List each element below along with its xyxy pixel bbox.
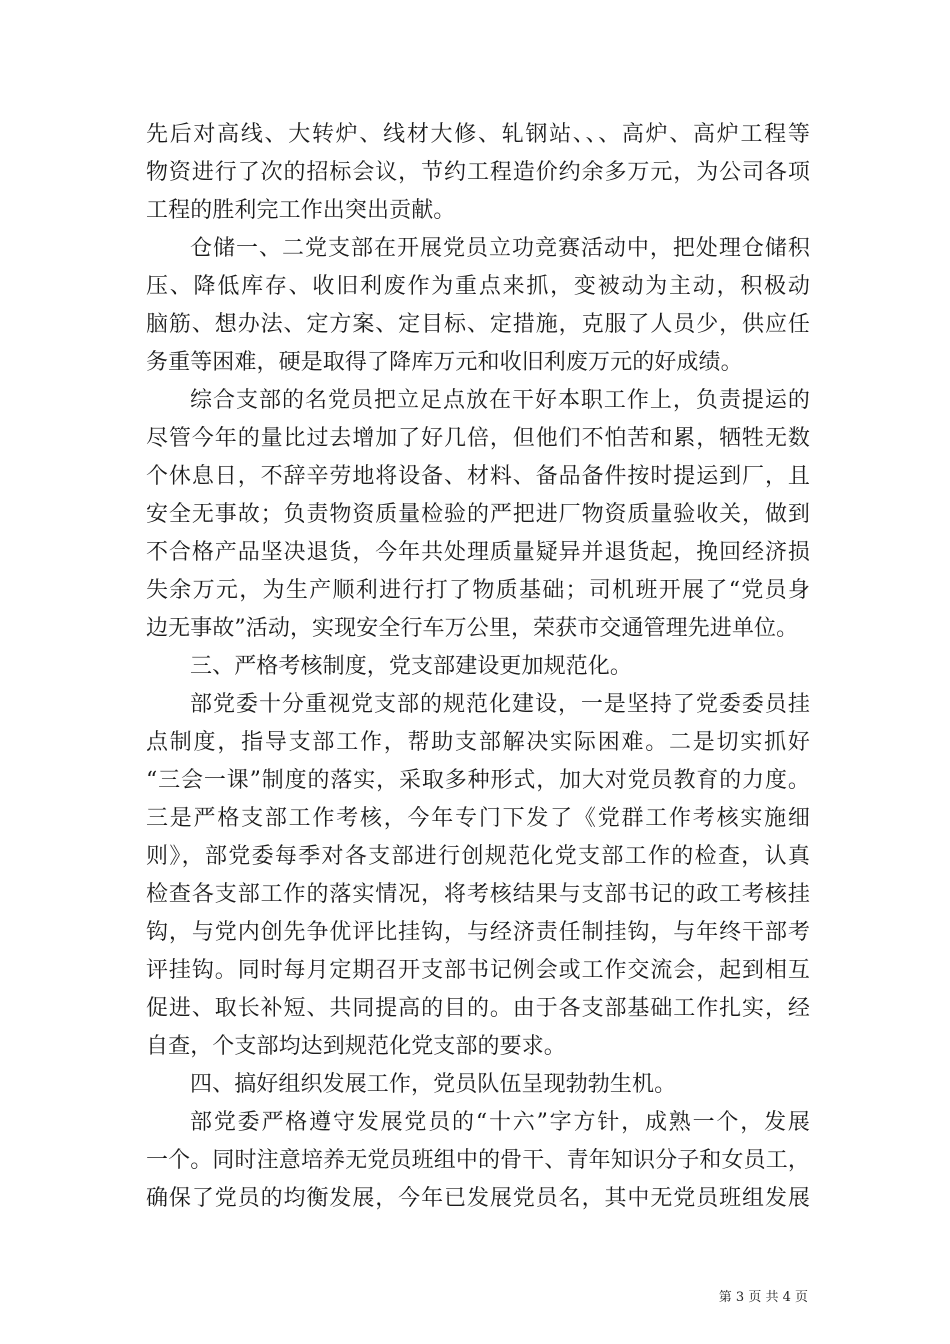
text-line: 脑筋、想办法、定方案、定目标、定措施，克服了人员少，供应任 xyxy=(146,312,810,337)
text-line: 务重等困难，硬是取得了降库万元和收旧利废万元的好成绩。 xyxy=(146,350,743,375)
text-line: 工程的胜利完工作出突出贡献。 xyxy=(146,198,456,223)
text-line: 安全无事故；负责物资质量检验的严把进厂物资质量验收关，做到 xyxy=(146,502,810,527)
text-line: 个休息日，不辞辛劳地将设备、材料、备品备件按时提运到厂，且 xyxy=(146,464,810,489)
section-heading xyxy=(146,648,810,686)
text-line: 确保了党员的均衡发展，今年已发展党员名，其中无党员班组发展 xyxy=(146,1186,810,1211)
text-line: 压、降低库存、收旧利废作为重点来抓，变被动为主动，积极动 xyxy=(146,274,810,299)
text-line: 综合支部的名党员把立足点放在干好本职工作上，负责提运的 xyxy=(190,388,810,413)
text-line: 三是严格支部工作考核，今年专门下发了《党群工作考核实施细 xyxy=(146,806,810,831)
text-line: 三、严格考核制度，党支部建设更加规范化。 xyxy=(190,654,633,679)
paragraph xyxy=(146,686,810,1066)
text-line: 四、搞好组织发展工作，党员队伍呈现勃勃生机。 xyxy=(190,1072,677,1097)
text-line: “三会一课”制度的落实，采取多种形式，加大对党员教育的力度。 xyxy=(146,768,810,793)
text-line: 部党委严格遵守发展党员的“十六”字方针，成熟一个，发展 xyxy=(190,1110,810,1135)
text-line: 则》，部党委每季对各支部进行创规范化党支部工作的检查，认真 xyxy=(146,844,810,869)
page-number: 第 3 页 共 4 页 xyxy=(718,1290,808,1305)
paragraph xyxy=(146,116,810,230)
paragraph xyxy=(146,1104,810,1218)
text-line: 失余万元，为生产顺利进行打了物质基础；司机班开展了“党员身 xyxy=(146,578,810,603)
document-body xyxy=(146,116,810,1218)
text-line: 物资进行了次的招标会议，节约工程造价约余多万元，为公司各项 xyxy=(146,160,810,185)
section-heading xyxy=(146,1066,810,1104)
text-line: 评挂钩。同时每月定期召开支部书记例会或工作交流会，起到相互 xyxy=(146,958,810,983)
text-line: 自查，个支部均达到规范化党支部的要求。 xyxy=(146,1034,566,1059)
text-line: 先后对高线、大转炉、线材大修、轧钢站、、、高炉、高炉工程等 xyxy=(146,122,810,147)
text-line: 部党委十分重视党支部的规范化建设，一是坚持了党委委员挂 xyxy=(190,692,810,717)
text-line: 点制度，指导支部工作，帮助支部解决实际困难。二是切实抓好 xyxy=(146,730,810,755)
text-line: 仓储一、二党支部在开展党员立功竞赛活动中，把处理仓储积 xyxy=(190,236,810,261)
text-line: 促进、取长补短、共同提高的目的。由于各支部基础工作扎实，经 xyxy=(146,996,810,1021)
paragraph xyxy=(146,230,810,382)
text-line: 钩，与党内创先争优评比挂钩，与经济责任制挂钩，与年终干部考 xyxy=(146,920,810,945)
text-line: 一个。同时注意培养无党员班组中的骨干、青年知识分子和女员工， xyxy=(146,1148,810,1173)
text-line: 检查各支部工作的落实情况，将考核结果与支部书记的政工考核挂 xyxy=(146,882,810,907)
paragraph xyxy=(146,382,810,648)
text-line: 边无事故”活动，实现安全行车万公里，荣获市交通管理先进单位。 xyxy=(146,616,799,641)
text-line: 不合格产品坚决退货，今年共处理质量疑异并退货起，挽回经济损 xyxy=(146,540,810,565)
text-line: 尽管今年的量比过去增加了好几倍，但他们不怕苦和累，牺牲无数 xyxy=(146,426,810,451)
